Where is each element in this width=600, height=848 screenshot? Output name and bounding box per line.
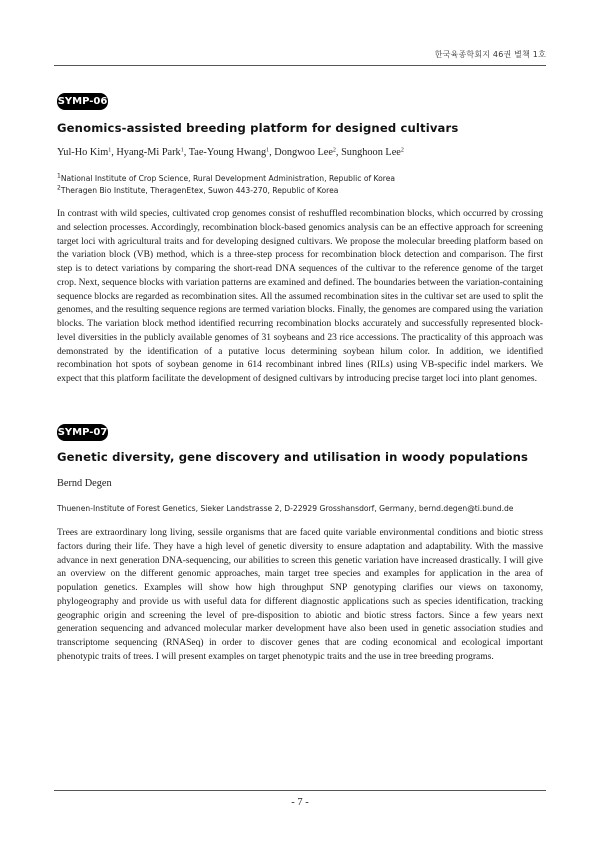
paper-title: Genetic diversity, gene discovery and utilisation in woody populations [57,450,529,464]
author-name: Sunghoon Lee [341,147,401,158]
affiliation [57,173,547,185]
affiliation [57,185,547,197]
affiliation-mark: 2 [57,184,61,192]
footer-rule [54,790,546,791]
author-affiliation-mark: 1 [180,147,184,154]
affiliation-mark: 1 [57,172,61,180]
header-rule [54,65,546,66]
author-affiliation-mark: 1 [266,147,270,154]
author-name: Dongwoo Lee [274,147,333,158]
affiliation-text: National Institute of Crop Science, Rural Development Administration, Republic of Korea [60,174,396,183]
author-name: Bernd Degen [57,478,112,489]
author-affiliation-mark: 2 [400,147,404,154]
author-list [57,478,547,489]
abstract-text: In contrast with wild species, cultivated crop genomes consist of reshuffled recombination blocks, which occurred by crossing and selection processes. Accordingly, recombination block-based genomics analysis can be an effective approach for screening target loci with agricultural traits and for developing designed cultivars. We propose the molecular breeding platform based on the variation block (VB) method, which is a three-step process for recombination block detection and comparison. The first step is to detect variations by comparing the short-read DNA sequences of the cultivar to the reference genome of the target crop. Next, sequence blocks with variation patterns are examined and defined. The boundaries between the variation-containing sequence blocks are regarded as recombination sites. All the assumed recombination sites in the cultivar set are used to split the genomes, and the resulting sequence regions are termed variation blocks. Finally, the genomes are compared using the variation blocks. The variation block method identified recurring recombination blocks accurately and successfully represented block-level diversities in the publicly available genomes of 31 soybeans and 23 rice accessions. The practicality of this approach was demonstrated by the identification of a putative locus determining soybean hilum color. In addition, we identified recombination hot spots of soybean genome in 614 recombinant inbred lines (RILs) using VB-specific indel markers. We expect that this platform facilitate the development of designed cultivars by introducing precise target loci into plant genomes. [57,209,543,384]
author-name: Yul-Ho Kim [57,147,109,158]
abstract-text: Trees are extraordinary long living, sessile organisms that are faced quite variable environmental conditions and biotic stress factors during their life. They have a high level of genetic diversity to ensure adaptation and adaptability. With the massive advance in next generation DNA-sequencing, our abilities to screen this genetic variation have increased drastically. I will give an overview on the different genomic approaches, main target tree species and examples for application in the area of population genetics. Examples will show how high throughput SNP genotyping clarifies our views on taxonomy, phylogeography and provide us with useful data for different diagnostic applications such as species identification, tracking geographic origin and screening the level of pre-disposition to abiotic and biotic stress factors. Since a few years next generation sequencing and advanced molecular marker development have also been used in genetic association studies and transcriptome sequencing (RNASeq) in order to discover genes that are coding economical and ecological important phenotypic traits of trees. I will present examples on target phenotypic traits and the use in tree breeding programs. [57,528,543,662]
session-badge: SYMP-07 [57,424,108,441]
author-list: Yul-Ho Kim$^1$, Hyang-Mi Park$^1$, Tae-Young Hwang$^1$, Dongwoo Lee$^2$, Sunghoon Lee$^2$ [57,147,404,158]
author-name: Tae-Young Hwang [188,147,267,158]
running-head: 한국육종학회지 46권 별책 1호 [434,50,546,59]
affiliation-text: Thuenen-Institute of Forest Genetics, Sieker Landstrasse 2, D-22929 Grosshansdorf, Germany, bernd.degen@ti.bund.de [57,504,514,513]
author-name: Hyang-Mi Park [116,147,181,158]
affiliation-text: Theragen Bio Institute, TheragenEtex, Suwon 443-270, Republic of Korea [60,186,339,195]
author-affiliation-mark: 2 [332,147,336,154]
author-affiliation-mark: 1 [108,147,112,154]
paper-title: Genomics-assisted breeding platform for designed cultivars [57,121,459,135]
affiliation-list [57,173,547,197]
session-badge: SYMP-06 [57,93,108,110]
affiliation [57,503,547,515]
affiliation-list [57,503,547,515]
page-number: - 7 - [291,797,309,808]
